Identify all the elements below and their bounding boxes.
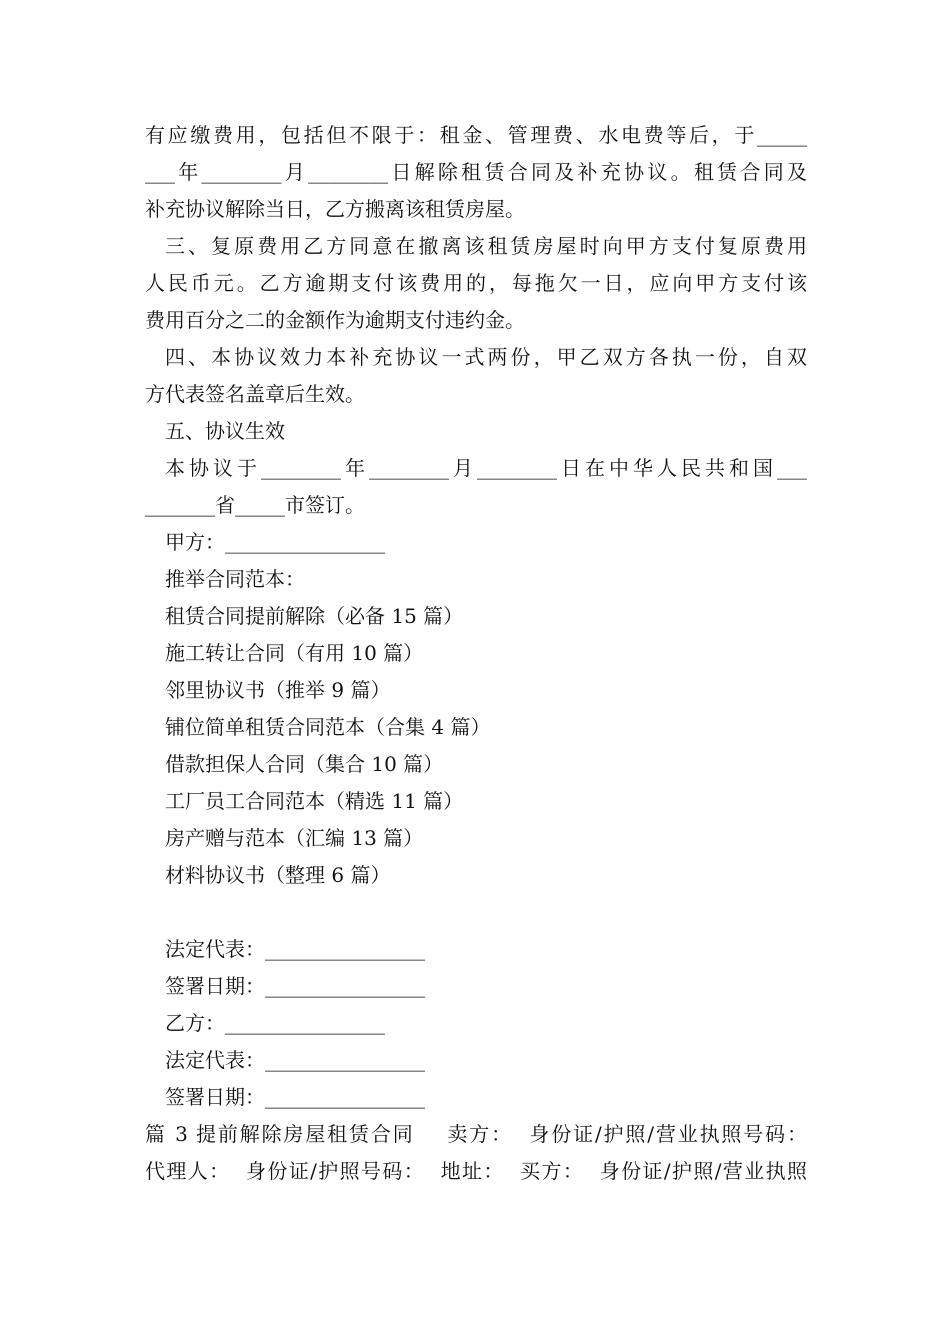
spacer <box>145 894 807 931</box>
section-five-heading: 五、协议生效 <box>165 419 285 443</box>
text-line: 费用百分之二的金额作为逾期支付违约金。 <box>145 308 525 332</box>
text-line: 篇 3 提前解除房屋租赁合同 卖方： 身份证/护照/营业执照号码： <box>145 1122 807 1146</box>
text-line: ___年________月________日解除租赁合同及补充协议。租赁合同及 <box>145 160 807 184</box>
recommended-link[interactable]: 租赁合同提前解除（必备 15 篇） <box>165 604 464 628</box>
recommended-link[interactable]: 工厂员工合同范本（精选 11 篇） <box>165 789 464 813</box>
text-line: _______省_____市签订。 <box>145 493 365 517</box>
section-three-line: 三、复原费用乙方同意在撤离该租赁房屋时向甲方支付复原费用 <box>165 234 807 258</box>
recommended-link[interactable]: 借款担保人合同（集合 10 篇） <box>165 752 444 776</box>
party-b-field: 乙方：________________ <box>165 1011 385 1035</box>
recommended-link[interactable]: 材料协议书（整理 6 篇） <box>165 863 391 887</box>
text-line: 代理人： 身份证/护照号码： 地址： 买方： 身份证/护照/营业执照 <box>145 1159 807 1183</box>
recommended-heading: 推举合同范本： <box>165 567 305 591</box>
recommended-link[interactable]: 施工转让合同（有用 10 篇） <box>165 641 424 665</box>
section-four-line: 四、本协议效力本补充协议一式两份，甲乙双方各执一份，自双 <box>165 345 807 369</box>
recommended-link[interactable]: 房产赠与范本（汇编 13 篇） <box>165 826 424 850</box>
sign-date-b-field: 签署日期：________________ <box>165 1085 425 1109</box>
party-a-field: 甲方：________________ <box>165 530 385 554</box>
text-line: 人民币元。乙方逾期支付该费用的，每拖欠一日，应向甲方支付该 <box>145 271 807 295</box>
text-line: 补充协议解除当日，乙方搬离该租赁房屋。 <box>145 197 525 221</box>
text-line: 有应缴费用，包括但不限于：租金、管理费、水电费等后，于_____ <box>145 123 807 147</box>
text-line: 方代表签名盖章后生效。 <box>145 382 365 406</box>
sign-date-a-field: 签署日期：________________ <box>165 974 425 998</box>
text-line: 本协议于________年________月________日在中华人民共和国___ <box>165 456 807 480</box>
recommended-link[interactable]: 邻里协议书（推举 9 篇） <box>165 678 391 702</box>
legal-rep-a-field: 法定代表：________________ <box>165 937 425 961</box>
document-body <box>145 117 807 1190</box>
recommended-link[interactable]: 铺位简单租赁合同范本（合集 4 篇） <box>165 715 491 739</box>
legal-rep-b-field: 法定代表：________________ <box>165 1048 425 1072</box>
